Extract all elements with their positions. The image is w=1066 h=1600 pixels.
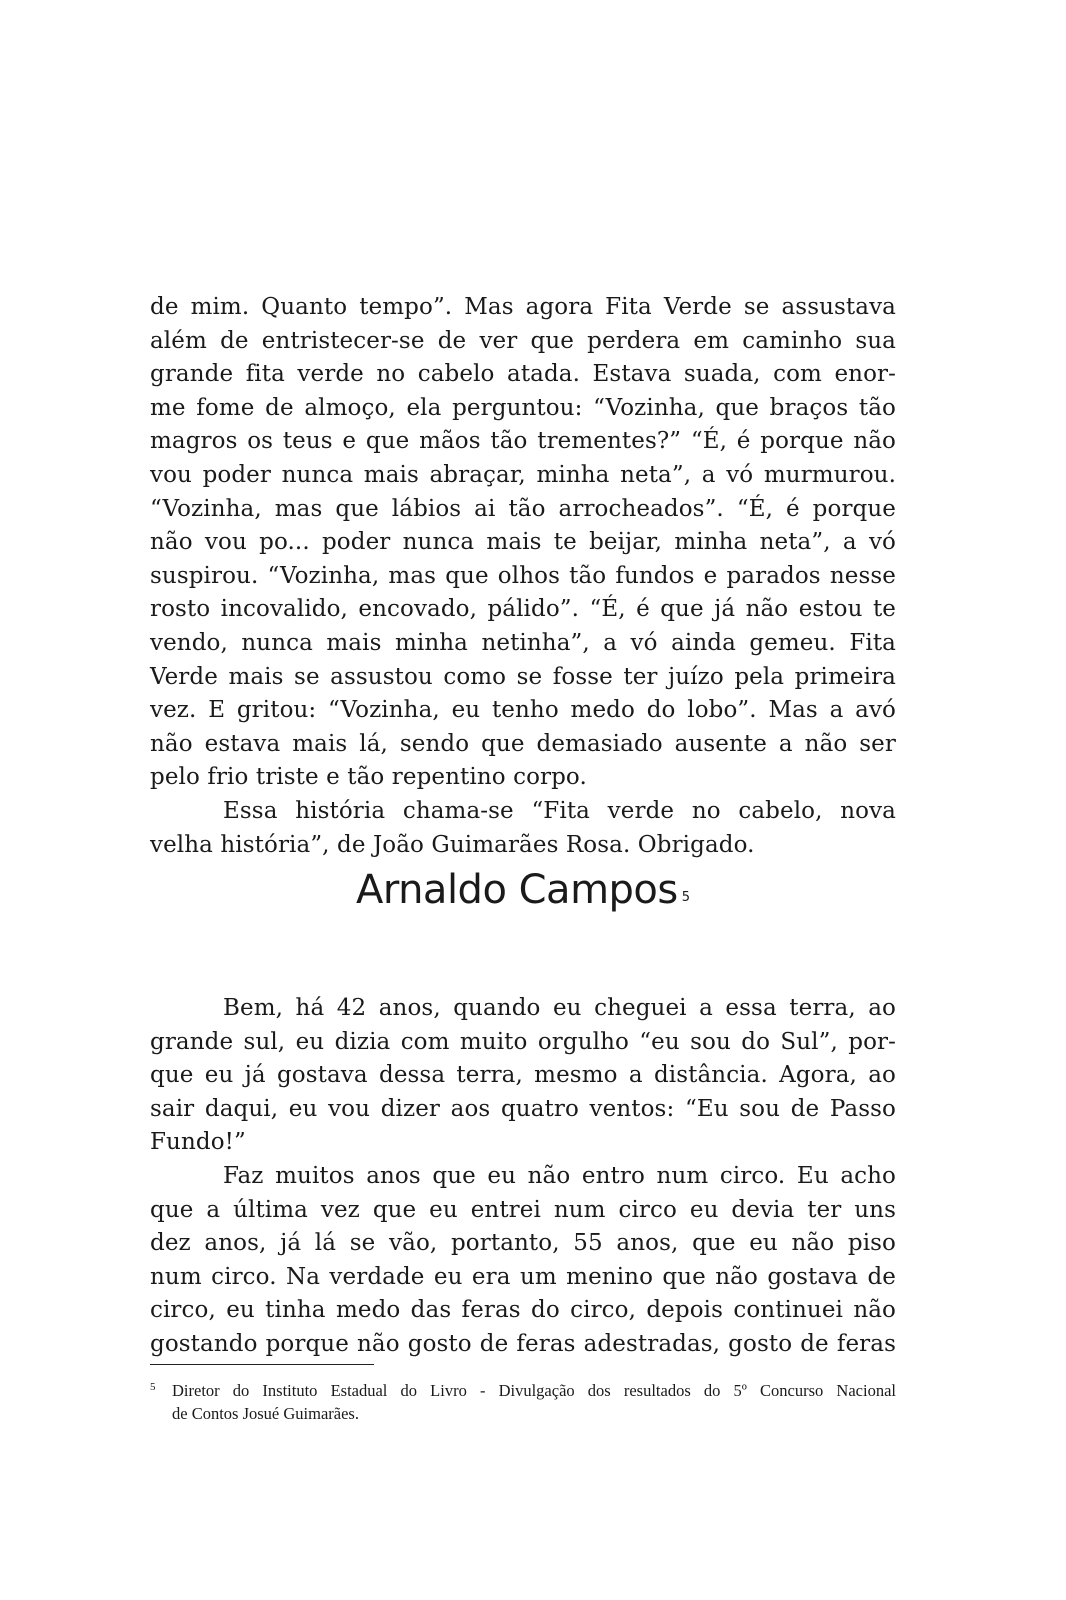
text-line: num circo. Na verdade eu era um menino que não gostava de <box>150 1263 896 1290</box>
text-line: pelo frio triste e tão repentino corpo. <box>150 764 587 791</box>
text-line: Verde mais se assustou como se fosse ter juízo pela primeira <box>150 663 896 690</box>
text-line: não estava mais lá, sendo que demasiado ausente a não ser <box>150 730 896 757</box>
story-credit-paragraph <box>150 795 896 862</box>
text-line: grande fita verde no cabelo atada. Estava suada, com enor- <box>150 361 896 388</box>
text-line: vez. E gritou: “Vozinha, eu tenho medo do lobo”. Mas a avó <box>150 697 896 724</box>
text-line: magros os teus e que mãos tão trementes?” “É, é porque não <box>150 428 896 455</box>
text-line: gostando porque não gosto de feras adestradas, gosto de feras <box>150 1330 896 1357</box>
text-line: que a última vez que eu entrei num circo eu devia ter uns <box>150 1196 896 1223</box>
text-line: rosto incovalido, encovado, pálido”. “É, é que já não estou te <box>150 596 896 623</box>
speech-paragraph-1 <box>150 992 896 1160</box>
text-line: que eu já gostava dessa terra, mesmo a distância. Agora, ao <box>150 1062 896 1089</box>
speaker-name: Arnaldo Campos <box>355 867 678 913</box>
text-line: não vou po... poder nunca mais te beijar, minha neta”, a vó <box>150 529 896 556</box>
text-line: me fome de almoço, ela perguntou: “Vozinha, que braços tão <box>150 394 896 421</box>
text-line: Faz muitos anos que eu não entro num circo. Eu acho <box>223 1162 896 1189</box>
text-line: dez anos, já lá se vão, portanto, 55 anos, que eu não piso <box>150 1230 896 1257</box>
text-line: vendo, nunca mais minha netinha”, a vó ainda gemeu. Fita <box>150 629 896 656</box>
speech-paragraph-2 <box>150 1160 896 1362</box>
text-line: além de entristecer-se de ver que perdera em caminho sua <box>150 327 896 354</box>
text-line: grande sul, eu dizia com muito orgulho “eu sou do Sul”, por- <box>150 1028 896 1055</box>
footnote <box>150 1379 896 1425</box>
text-line: vou poder nunca mais abraçar, minha neta”, a vó murmurou. <box>150 461 896 488</box>
text-line: circo, eu tinha medo das feras do circo, depois continuei não <box>150 1297 896 1324</box>
text-line: Essa história chama-se “Fita verde no cabelo, nova <box>223 797 896 824</box>
text-line: “Vozinha, mas que lábios ai tão arrocheados”. “É, é porque <box>150 495 896 522</box>
footnote-divider <box>150 1364 374 1365</box>
footnote-marker: 5 <box>150 1381 156 1393</box>
story-continuation-paragraph <box>150 291 896 795</box>
footnote-line: Diretor do Instituto Estadual do Livro - Divulgação dos resultados do 5º Concurso Nacional <box>172 1381 896 1400</box>
text-line: sair daqui, eu vou dizer aos quatro ventos: “Eu sou de Passo <box>150 1095 896 1122</box>
text-line: velha história”, de João Guimarães Rosa. Obrigado. <box>150 831 755 858</box>
footnote-line: de Contos Josué Guimarães. <box>172 1404 359 1423</box>
text-line: suspirou. “Vozinha, mas que olhos tão fundos e parados nesse <box>150 562 896 589</box>
speech-body <box>150 992 896 1362</box>
page-body <box>150 291 896 1357</box>
text-line: Fundo!” <box>150 1129 246 1156</box>
speaker-heading <box>150 866 896 914</box>
footnote-reference: 5 <box>681 890 691 905</box>
text-line: de mim. Quanto tempo”. Mas agora Fita Verde se assustava <box>150 294 896 320</box>
text-line: Bem, há 42 anos, quando eu cheguei a essa terra, ao <box>223 995 896 1021</box>
